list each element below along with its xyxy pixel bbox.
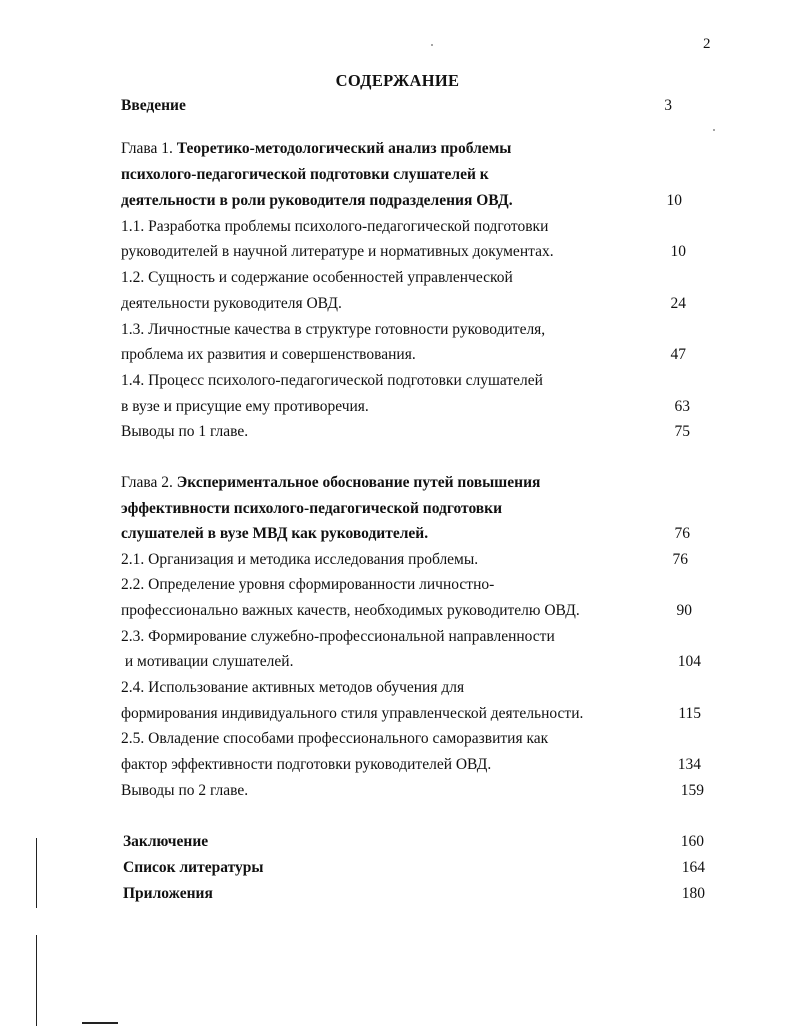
scan-edge-line [82, 1022, 118, 1024]
toc-page: 63 [674, 398, 690, 415]
chapter-title-line: Теоретико-методологический анализ проблемы [176, 140, 512, 157]
toc-label: Список литературы [123, 859, 264, 876]
section-line: формирования индивидуального стиля управленческой деятельности. [121, 705, 584, 722]
toc-page: 76 [674, 525, 690, 542]
toc-label: Заключение [123, 833, 209, 850]
section-line: фактор эффективности подготовки руководителей ОВД. [121, 756, 492, 773]
page-number: 2 [703, 36, 711, 52]
toc-page: 164 [681, 859, 705, 876]
toc-label: Введение [121, 97, 186, 114]
chapter-title-line: деятельности в роли руководителя подразделения ОВД. [121, 192, 513, 209]
section-line: 2.1. Организация и методика исследования проблемы. [121, 551, 479, 568]
toc-page: 10 [670, 243, 686, 260]
chapter-title-line: психолого-педагогической подготовки слушателей к [121, 166, 489, 183]
chapter-prefix: Глава 1. [121, 140, 173, 157]
section-line: 2.5. Овладение способами профессионального саморазвития как [121, 730, 549, 747]
section-line: 1.3. Личностные качества в структуре готовности руководителя, [121, 321, 546, 338]
section-line: 2.4. Использование активных методов обучения для [121, 679, 465, 696]
section-line: 2.3. Формирование служебно-профессиональной направленности [121, 628, 555, 645]
toc-page: 75 [674, 423, 690, 440]
toc-page: 160 [680, 833, 704, 850]
section-line: профессионально важных качеств, необходимых руководителю ОВД. [121, 602, 580, 619]
conclusions-label: Выводы по 1 главе. [121, 423, 249, 440]
toc-page: 47 [670, 346, 686, 363]
scan-edge-line [36, 838, 37, 908]
section-line: проблема их развития и совершенствования. [121, 346, 416, 363]
section-line: руководителей в научной литературе и нормативных документах. [121, 243, 554, 260]
toc-page: 90 [676, 602, 692, 619]
toc-page: 159 [680, 782, 704, 799]
toc-page: 24 [670, 295, 686, 312]
toc-page: 76 [672, 551, 688, 568]
scan-speck [431, 44, 433, 46]
section-line: 1.4. Процесс психолого-педагогической подготовки слушателей [121, 372, 543, 389]
scan-edge-line [36, 935, 37, 1026]
toc-label: Приложения [123, 885, 213, 902]
chapter-heading [121, 139, 511, 159]
chapter-title-line: Экспериментальное обоснование путей повышения [176, 474, 541, 491]
section-line: 1.2. Сущность и содержание особенностей управленческой [121, 269, 513, 286]
toc-page: 115 [678, 705, 701, 722]
toc-page: 134 [677, 756, 701, 773]
section-line: 2.2. Определение уровня сформированности личностно- [121, 576, 495, 593]
section-line: в вузе и присущие ему противоречия. [121, 398, 369, 415]
page-title: СОДЕРЖАНИЕ [335, 71, 460, 90]
chapter-heading [121, 473, 540, 493]
toc-page: 10 [666, 192, 682, 209]
section-line: 1.1. Разработка проблемы психолого-педагогической подготовки [121, 218, 549, 235]
conclusions-label: Выводы по 2 главе. [121, 782, 249, 799]
scan-speck [713, 129, 715, 131]
chapter-title-line: эффективности психолого-педагогической подготовки [121, 500, 503, 517]
toc-page: 180 [681, 885, 705, 902]
chapter-title-line: слушателей в вузе МВД как руководителей. [121, 525, 429, 542]
toc-page: 3 [664, 97, 672, 114]
section-line: деятельности руководителя ОВД. [121, 295, 342, 312]
section-line: и мотивации слушателей. [121, 653, 294, 670]
chapter-prefix: Глава 2. [121, 474, 173, 491]
toc-page: 104 [677, 653, 701, 670]
